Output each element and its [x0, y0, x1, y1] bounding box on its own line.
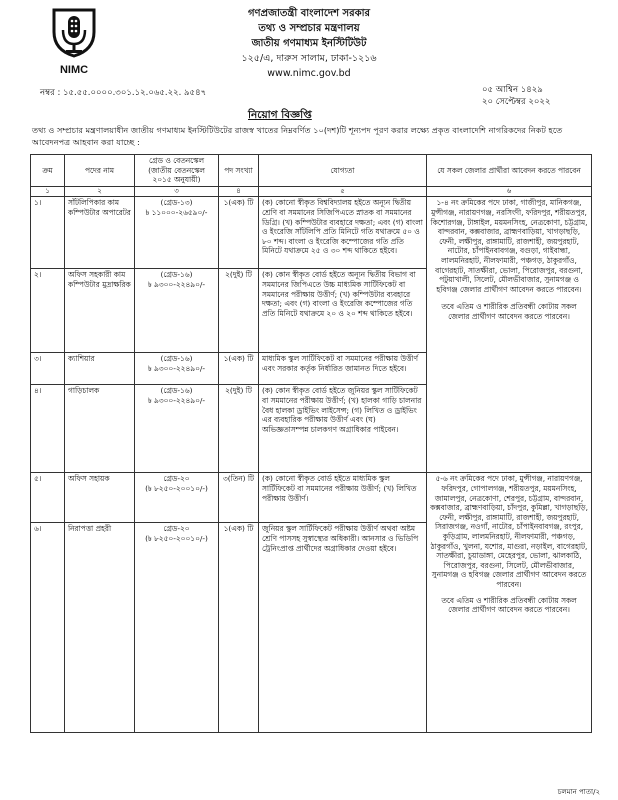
count-cell: ১(এক) টি	[219, 197, 259, 269]
post-cell: অফিস সহায়ক	[65, 473, 135, 523]
qualification-cell: (ক) কোন স্বীকৃত বোর্ড হইতে অন্যূন দ্বিতীয় বিভাগ বা সমমানের জিপিএতে উচ্চ মাধ্যমিক সার্টিফিকেট বা সমমানের পরীক্ষায় উত্তীর্ণ; (খ) কম্পিউটার ব্যবহারে দক্ষতা; এবং (গ) বাংলা ও ইংরেজি কম্পোজের গতি প্রতি মিনিটে যথাক্রমে ২০ ও ২০ শব্দ থাকিতে হইবে।	[259, 269, 427, 353]
grade-label: (গ্রেড-১৬)	[160, 270, 193, 280]
column-number-row	[31, 186, 592, 197]
grade-label: (গ্রেড-১৬)	[160, 386, 193, 396]
continued-page-note: চলমান পাতা/২	[557, 788, 600, 796]
districts-list-b: ৫-৬ নং ক্রমিকের পদে ঢাকা, মুন্সীগঞ্জ, নারায়ণগঞ্জ, ফরিদপুর, গোপালগঞ্জ, শরীয়তপুর, ময়মনসিংহ, জামালপুর, নেত্রকোণা, শেরপুর, চট্টগ্রাম, বান্দরবান, কক্সবাজার, ব্রাহ্মণবাড়িয়া, চাঁদপুর, কুমিল্লা, খাগড়াছড়ি, ফেনী, লক্ষীপুর, রাঙ্গামাটি, রাজশাহী, জয়পুরহাট, সিরাজগঞ্জ, নওগাঁ, নাটোর, চাঁপাইনবাবগঞ্জ, রংপুর, কুড়িগ্রাম, লালমনিরহাট, নীলফামারী, পঞ্চগড়, ঠাকুরগাঁও, খুলনা, যশোর, মাগুরা, নড়াইল, বাগেরহাট, সাতক্ষীরা, চুয়াডাঙ্গা, মেহেরপুর, ভোলা, ঝালকাঠি, পিরোজপুর, বরগুনা, সিলেট, মৌলভীবাজার, সুনামগঞ্জ ও হবিগঞ্জ জেলার প্রার্থীগণ আবেদন করতে পারবেন।	[430, 474, 588, 589]
pay-scale: (৳ ৮২৫০-২০০১০/-)	[145, 533, 208, 543]
column-number: ১	[31, 186, 65, 197]
count-cell: ২(দুই) টি	[219, 269, 259, 353]
nimc-logo-icon	[48, 6, 100, 68]
header-qualification: যোগ্যতা	[259, 155, 427, 187]
serial-cell: ৪।	[31, 385, 65, 473]
count-cell: ১(এক) টি	[219, 523, 259, 733]
grade-cell	[135, 473, 219, 523]
table-row	[31, 197, 592, 269]
count-cell: ১(এক) টি	[219, 353, 259, 385]
address: ১২৫/এ, দারুস সালাম, ঢাকা-১২১৬	[241, 53, 377, 64]
qualification-cell: (ক) কোন স্বীকৃত বোর্ড হইতে জুনিয়র স্কুল সার্টিফিকেট বা সমমানের পরীক্ষায় উত্তীর্ণ; (খ) হালকা গাড়ি চালনার বৈধ হালকা ড্রাইভিং লাইসেন্স; (গ) লিখিত ও ড্রাইভিং এর ব্যবহারিক পরীক্ষায় উত্তীর্ণ এবং (ঘ) অভিজ্ঞতাসম্পন্ন চালকগণ অগ্রাধিকার পাইবেন।	[259, 385, 427, 473]
serial-cell: ৫।	[31, 473, 65, 523]
page-title: নিয়োগ বিজ্ঞপ্তি	[248, 109, 312, 121]
districts-cell-b	[427, 473, 592, 733]
grade-cell	[135, 197, 219, 269]
date-block	[482, 84, 550, 108]
post-cell: ক্যাশিয়ার	[65, 353, 135, 385]
quota-note-b: তবে এতিম ও শারীরিক প্রতিবন্ধী কোটায় সকল জেলার প্রার্থীগণ আবেদন করতে পারবেন।	[441, 595, 577, 615]
serial-cell: ৩।	[31, 353, 65, 385]
date-english: ২০ সেপ্টেম্বর ২০২২	[482, 97, 551, 107]
column-number: ২	[65, 186, 135, 197]
post-cell: অফিস সহকারী কাম কম্পিউটার মুদ্রাক্ষরিক	[65, 269, 135, 353]
table-row	[31, 473, 592, 523]
grade-cell	[135, 269, 219, 353]
serial-cell: ১।	[31, 197, 65, 269]
pay-scale: ৳ ৯৩০০-২২৪৯০/-	[147, 363, 206, 373]
grade-label: (গ্রেড-১৩)	[160, 198, 193, 208]
letterhead	[130, 6, 488, 81]
qualification-cell: (ক) কোনো স্বীকৃত বিশ্ববিদ্যালয় হইতে অন্যূন দ্বিতীয় শ্রেণি বা সমমানের সিজিপিএতে স্নাতক বা সমমানের ডিগ্রি। (খ) কম্পিউটার ব্যবহারে দক্ষতা; এবং (গ) বাংলা ও ইংরেজি সাঁটলিপি প্রতি মিনিটে গতি যথাক্রমে ৫০ ও ৮০ শব্দ। বাংলা ও ইংরেজি কম্পোজের গতি প্রতি মিনিটে যথাক্রমে ২৫ ও ৩০ শব্দ থাকিতে হইবে।	[259, 197, 427, 269]
serial-cell: ২।	[31, 269, 65, 353]
table-header-row	[31, 155, 592, 187]
pay-scale: ৳ ৯৩০০-২২৪৯০/-	[147, 395, 206, 405]
website: www.nimc.gov.bd	[267, 68, 351, 79]
post-cell: সাঁটলিপিকার কাম কম্পিউটার অপারেটর	[65, 197, 135, 269]
count-cell: ৩(তিন) টি	[219, 473, 259, 523]
count-cell: ২(দুই) টি	[219, 385, 259, 473]
govt-title: গণপ্রজাতন্ত্রী বাংলাদেশ সরকার	[248, 8, 370, 19]
grade-cell	[135, 523, 219, 733]
intro-paragraph: তথ্য ও সম্প্রচার মন্ত্রণালয়াধীন জাতীয় গণমাধ্যম ইনস্টিটিউটের রাজস্ব খাতের নিম্নবর্ণিত ১০(দশ)টি শূন্যপদ পূরণ করার লক্ষ্যে প্রকৃত বাংলাদেশি নাগরিকদের নিকট হতে আবেদনপত্র আহবান করা যাচ্ছে :	[32, 125, 563, 147]
qualification-cell: (ক) কোনো স্বীকৃত বোর্ড হইতে মাধ্যমিক স্কুল সার্টিফিকেট বা সমমানের পরীক্ষায় উত্তীর্ণ; (খ) লিখিত পরীক্ষায় উত্তীর্ণ।	[259, 473, 427, 523]
header-post: পদের নাম	[65, 155, 135, 187]
column-number: ৫	[259, 186, 427, 197]
date-bangla: ০৫ আশ্বিন ১৪২৯	[482, 85, 543, 95]
grade-label: (গ্রেড-১৬)	[160, 354, 193, 364]
districts-cell-a	[427, 197, 592, 473]
institute-title: জাতীয় গণমাধ্যম ইনস্টিটিউট	[251, 38, 367, 49]
grade-label: গ্রেড-২০	[163, 474, 190, 484]
grade-cell	[135, 385, 219, 473]
column-number: ৬	[427, 186, 592, 197]
pay-scale: ৳ ৯৩০০-২২৪৯০/-	[147, 279, 206, 289]
post-cell: গাড়িচালক	[65, 385, 135, 473]
serial-cell: ৬।	[31, 523, 65, 733]
column-number: ৪	[219, 186, 259, 197]
pay-scale: (৳ ৮২৫০-২০০১০/-)	[145, 483, 208, 493]
qualification-cell: মাধ্যমিক স্কুল সার্টিফিকেট বা সমমানের পরীক্ষায় উত্তীর্ণ এবং সরকার কর্তৃক নির্ধারিত জামানত দিতে হইবে।	[259, 353, 427, 385]
memo-number: নম্বর : ১৫.৫৫.০০০০.৩০১.১২.০৬৫.২২. ৯৫৪৭	[40, 88, 207, 98]
header-count: পদ সংখ্যা	[219, 155, 259, 187]
ministry-title: তথ্য ও সম্প্রচার মন্ত্রণালয়	[258, 23, 360, 34]
header-districts: যে সকল জেলার প্রার্থীরা আবেদন করতে পারবেন	[427, 155, 592, 187]
grade-cell	[135, 353, 219, 385]
post-cell: নিরাপত্তা প্রহরী	[65, 523, 135, 733]
column-number: ৩	[135, 186, 219, 197]
vacancy-table	[30, 154, 592, 733]
quota-note-a: তবে এতিম ও শারীরিক প্রতিবন্ধী কোটায় সকল জেলার প্রার্থীগণ আবেদন করতে পারবেন।	[441, 302, 577, 321]
logo-label: NIMC	[59, 64, 89, 76]
grade-label: গ্রেড-২০	[163, 524, 190, 534]
header-serial: ক্রম	[31, 155, 65, 187]
qualification-cell: জুনিয়র স্কুল সার্টিফিকেট পরীক্ষায় উত্তীর্ণ অথবা অষ্টম শ্রেণি পাসসহ সুস্বাস্থ্যের অধিকারী। আনসার ও ভিডিপি ট্রেনিংপ্রাপ্ত প্রার্থীদের অগ্রাধিকার দেওয়া হইবে।	[259, 523, 427, 733]
header-grade: গ্রেড ও বেতনস্কেল (জাতীয় বেতনস্কেল ২০১৫ অনুযায়ী)	[135, 155, 219, 187]
pay-scale: ৳ ১১০০০-২৬৫৯০/-	[145, 207, 208, 217]
districts-list-a: ১-৪ নং ক্রমিকের পদে ঢাকা, গাজীপুর, মানিকগঞ্জ, মুন্সীগঞ্জ, নারায়ণগঞ্জ, নরসিংদী, ফরিদপুর, শরীয়তপুর, কিশোরগঞ্জ, টাঙ্গাইল, ময়মনসিংহ, নেত্রকোণা, চট্টগ্রাম, বান্দরবান, কক্সবাজার, ব্রাহ্মণবাড়িয়া, খাগড়াছড়ি, ফেনী, লক্ষীপুর, রাঙ্গামাটি, রাজশাহী, জয়পুরহাট, নাটোর, চাঁপাইনবাবগঞ্জ, বগুড়া, গাইবান্ধা, লালমনিরহাট, নীলফামারী, পঞ্চগড়, ঠাকুরগাঁও, বাগেরহাট, সাতক্ষীরা, ভোলা, পিরোজপুর, বরগুনা, পটুয়াখালী, সিলেট, মৌলভীবাজার, সুনামগঞ্জ ও হবিগঞ্জ জেলার প্রার্থীগণ আবেদন করতে পারবেন।	[430, 198, 588, 294]
